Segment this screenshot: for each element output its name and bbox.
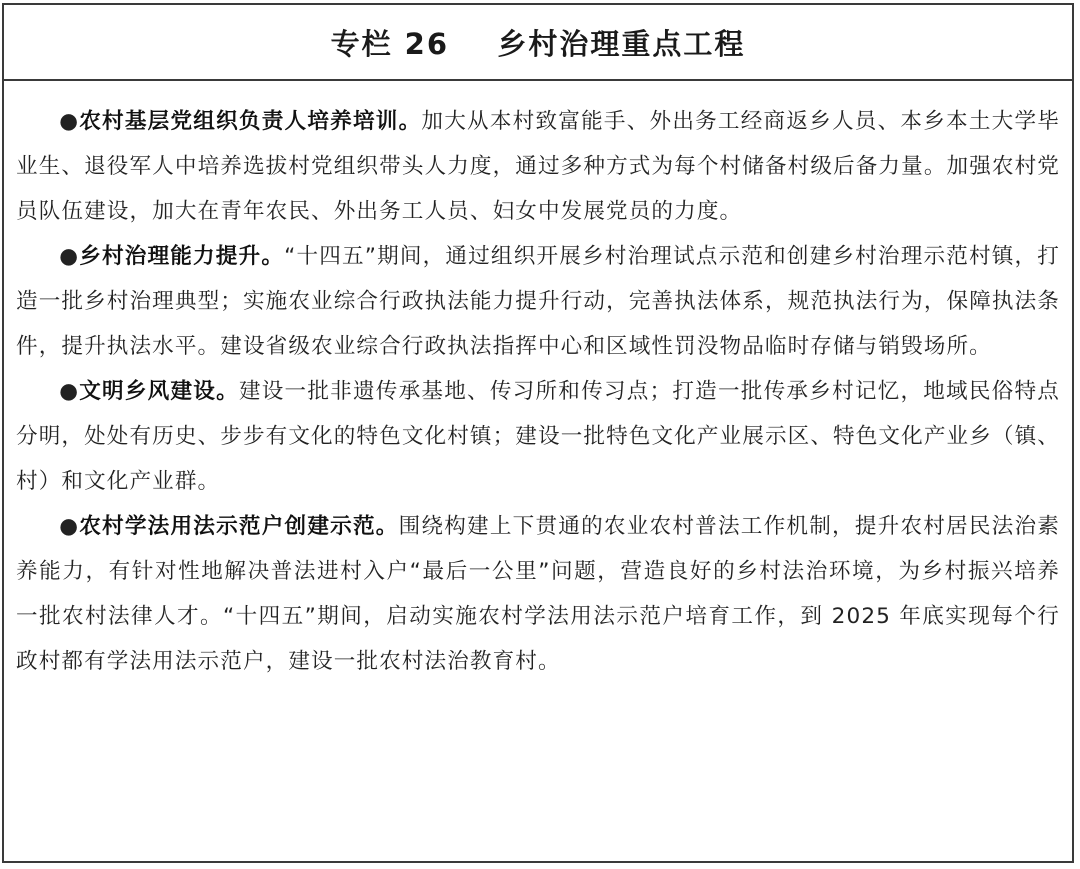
section-text: 围绕构建上下贯通的农业农村普法工作机制，提升农村居民法治素养能力，有针对性地解决普法进村入户“最后一公里”问题，营造良好的乡村法治环境，为乡村振兴培养一批农村法律人才。“十四五”期间，启动实施农村学法用法示范户培育工作，到 2025 年底实现每个行政村都有学法用法示范户，建设一批农村法治教育村。: [16, 514, 1060, 674]
bullet-icon: ●: [59, 514, 80, 539]
section-heading: 农村学法用法示范户创建示范。: [79, 514, 399, 539]
section-civilized-customs: [16, 369, 1060, 504]
section-heading: 文明乡风建设。: [79, 379, 239, 404]
bullet-icon: ●: [59, 379, 80, 404]
box-title: 专栏 26 乡村治理重点工程: [330, 26, 746, 61]
section-text: 建设一批非遗传承基地、传习所和传习点；打造一批传承乡村记忆，地域民俗特点分明，处处有历史、步步有文化的特色文化村镇；建设一批特色文化产业展示区、特色文化产业乡（镇、村）和文化产业群。: [16, 379, 1060, 494]
section-heading: 农村基层党组织负责人培养培训。: [79, 109, 422, 134]
section-party-training: [16, 99, 1060, 234]
feature-box: [2, 3, 1074, 863]
section-law-demo-households: [16, 504, 1060, 684]
bullet-icon: ●: [59, 109, 80, 134]
title-row: [4, 5, 1072, 81]
box-body: [4, 81, 1072, 684]
section-text: “十四五”期间，通过组织开展乡村治理试点示范和创建乡村治理示范村镇，打造一批乡村治理典型；实施农业综合行政执法能力提升行动，完善执法体系，规范执法行为，保障执法条件，提升执法水平。建设省级农业综合行政执法指挥中心和区域性罚没物品临时存储与销毁场所。: [16, 244, 1060, 359]
section-text: 加大从本村致富能手、外出务工经商返乡人员、本乡本土大学毕业生、退役军人中培养选拔村党组织带头人力度，通过多种方式为每个村储备村级后备力量。加强农村党员队伍建设，加大在青年农民、外出务工人员、妇女中发展党员的力度。: [16, 109, 1060, 224]
bullet-icon: ●: [59, 244, 80, 269]
section-heading: 乡村治理能力提升。: [79, 244, 285, 269]
section-governance-capacity: [16, 234, 1060, 369]
